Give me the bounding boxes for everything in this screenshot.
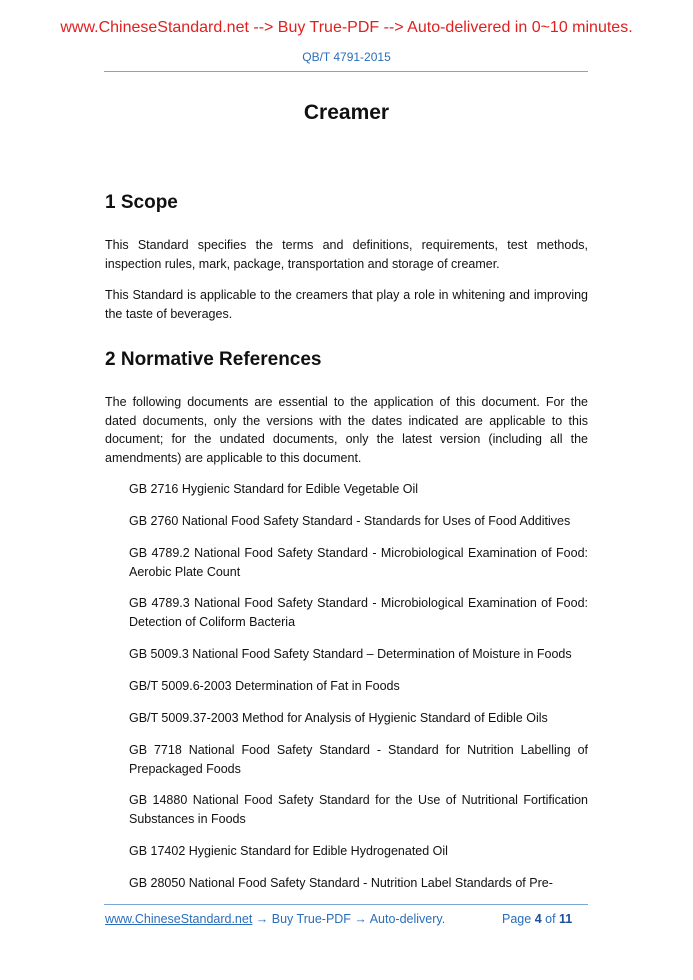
reference-item: GB 28050 National Food Safety Standard - Nutrition Label Standards of Pre- <box>129 876 553 890</box>
reference-item: GB 17402 Hygienic Standard for Edible Hydrogenated Oil <box>129 844 448 858</box>
footer-promo <box>105 912 445 926</box>
header-divider <box>104 71 588 72</box>
page-total: 11 <box>559 912 573 926</box>
promo-banner[interactable]: www.ChineseStandard.net --> Buy True-PDF --> Auto-delivered in 0~10 minutes. <box>60 19 633 36</box>
reference-item: GB 7718 National Food Safety Standard - Standard for Nutrition Labelling of Prepackaged Foods <box>129 743 588 776</box>
page-current: 4 <box>534 912 542 926</box>
page-title: Creamer <box>303 101 390 124</box>
reference-item: GB/T 5009.6-2003 Determination of Fat in Foods <box>129 679 400 693</box>
page-label: Page <box>502 912 532 926</box>
section-heading-normative-references: 2 Normative References <box>105 349 322 370</box>
footer-site-link[interactable]: www.ChineseStandard.net <box>105 912 253 926</box>
reference-item: GB/T 5009.37-2003 Method for Analysis of Hygienic Standard of Edible Oils <box>129 711 548 725</box>
scope-paragraph-1: This Standard specifies the terms and definitions, requirements, test methods, inspection rules, mark, package, transportation and storage of creamer. <box>105 238 588 271</box>
reference-item: GB 14880 National Food Safety Standard for the Use of Nutritional Fortification Substances in Foods <box>129 793 588 826</box>
reference-item: GB 4789.2 National Food Safety Standard - Microbiological Examination of Food: Aerobic Plate Count <box>129 546 588 579</box>
scope-paragraph-2: This Standard is applicable to the creamers that play a role in whitening and improving the taste of beverages. <box>105 288 588 321</box>
reference-item: GB 5009.3 National Food Safety Standard – Determination of Moisture in Foods <box>129 647 572 661</box>
section-heading-scope: 1 Scope <box>105 192 178 213</box>
references-intro-paragraph: The following documents are essential to the application of this document. For the dated documents, only the versions with the dates indicated are applicable to this document; for the undated documents, only the latest version (including all the amendments) are applicable to this document. <box>105 395 588 465</box>
page-indicator <box>502 912 572 926</box>
reference-item: GB 4789.3 National Food Safety Standard - Microbiological Examination of Food: Detection of Coliform Bacteria <box>129 596 588 629</box>
reference-item: GB 2760 National Food Safety Standard - Standards for Uses of Food Additives <box>129 514 571 528</box>
footer-divider <box>104 904 588 905</box>
page-of: of <box>545 912 556 926</box>
document-number: QB/T 4791-2015 <box>302 50 391 64</box>
footer-promo-text: → Buy True-PDF → Auto-delivery. <box>252 912 446 926</box>
reference-item: GB 2716 Hygienic Standard for Edible Vegetable Oil <box>129 482 419 496</box>
